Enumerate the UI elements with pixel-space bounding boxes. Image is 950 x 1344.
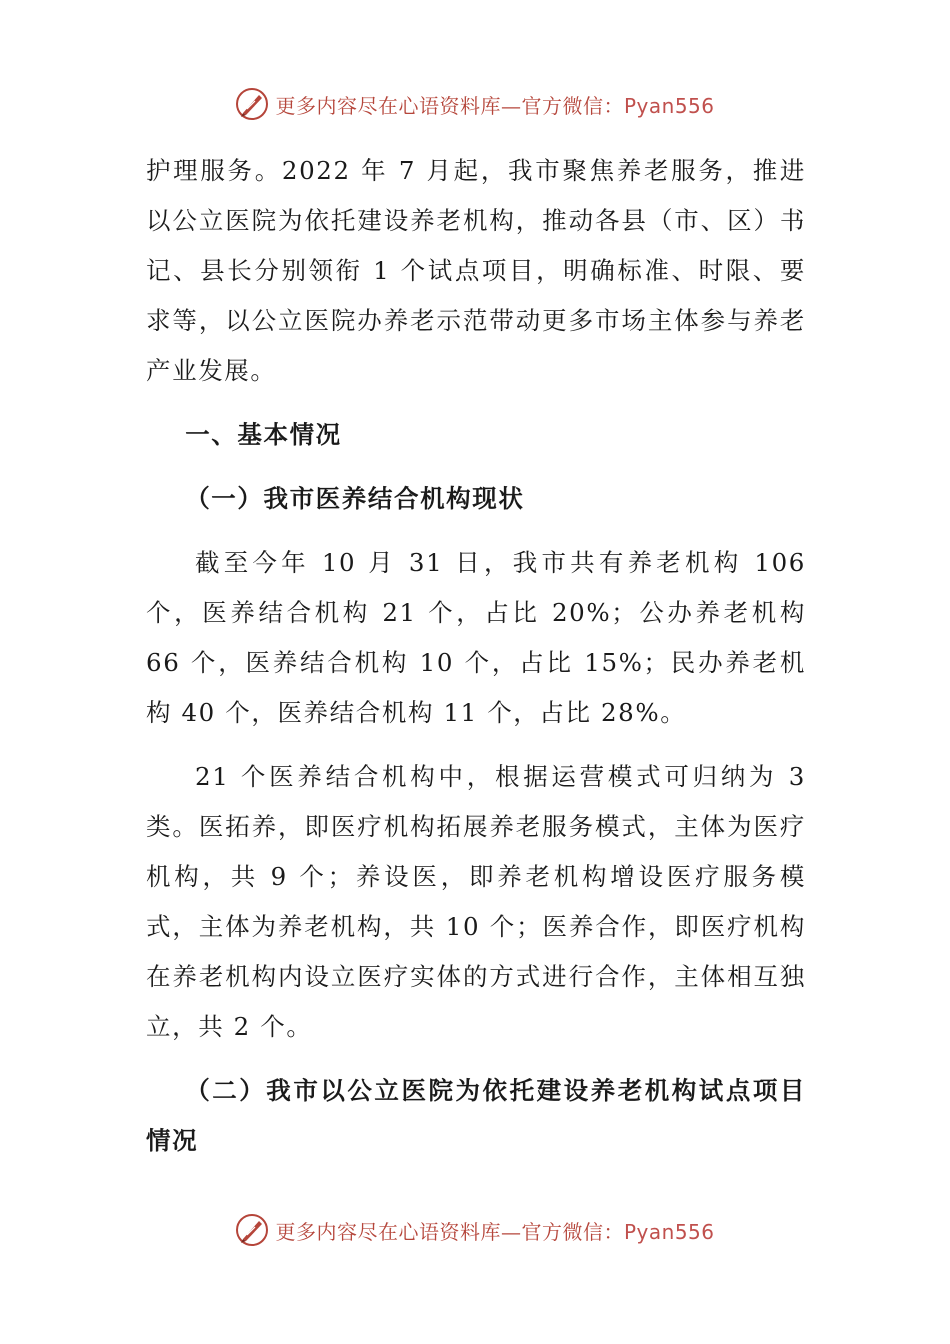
footer-watermark: [0, 1210, 950, 1250]
section-heading-basic-situation: 一、基本情况: [185, 420, 342, 449]
watermark-text: [275, 90, 714, 119]
quill-pen-logo-icon: [235, 1213, 269, 1247]
watermark-text: [275, 1216, 714, 1245]
watermark-slogan: 更多内容尽在心语资料库—官方微信：: [275, 1219, 624, 1244]
subsection-heading-pilot-projects: （二）我市以公立医院为依托建设养老机构试点项目情况: [146, 1076, 806, 1155]
document-body: [146, 146, 806, 1166]
paragraph-continued: 护理服务。2022 年 7 月起，我市聚焦养老服务，推进以公立医院为依托建设养老机构，推动各县（市、区）书记、县长分别领衔 1 个试点项目，明确标准、时限、要求等，以公立医院办养老示范带动更多市场主体参与养老产业发展。: [146, 156, 806, 385]
subsection-heading-current-status: （一）我市医养结合机构现状: [185, 484, 525, 513]
header-watermark: [0, 84, 950, 124]
watermark-wechat-id: Pyan556: [623, 93, 715, 118]
paragraph-statistics: 截至今年 10 月 31 日，我市共有养老机构 106 个，医养结合机构 21 个，占比 20%；公办养老机构 66 个，医养结合机构 10 个，占比 15%；民办养老机构 40 个，医养结合机构 11 个，占比 28%。: [146, 548, 806, 727]
watermark-slogan: 更多内容尽在心语资料库—官方微信：: [275, 93, 624, 118]
watermark-wechat-id: Pyan556: [623, 1219, 715, 1244]
paragraph-operating-models: 21 个医养结合机构中，根据运营模式可归纳为 3 类。医拓养，即医疗机构拓展养老服务模式，主体为医疗机构，共 9 个；养设医，即养老机构增设医疗服务模式，主体为养老机构，共 10 个；医养合作，即医疗机构在养老机构内设立医疗实体的方式进行合作，主体相互独立，共 2 个。: [146, 762, 806, 1041]
quill-pen-logo-icon: [235, 87, 269, 121]
